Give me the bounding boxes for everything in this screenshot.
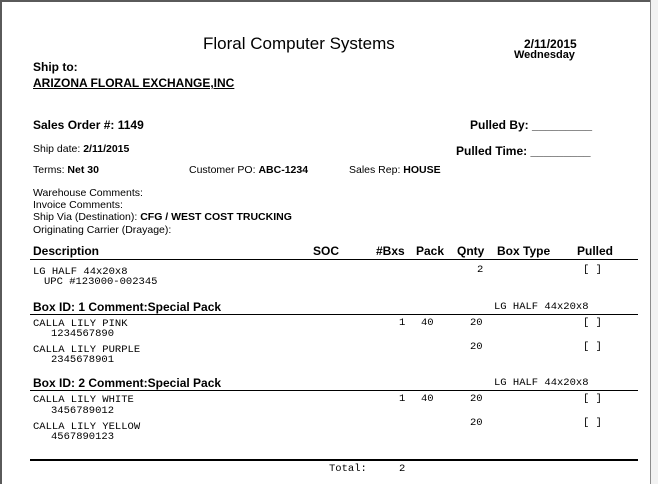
- pulled-by-line: _________: [532, 118, 593, 132]
- item-name: CALLA LILY YELLOW: [33, 421, 141, 433]
- sales-rep-value: HOUSE: [403, 164, 441, 176]
- sales-order-label: Sales Order #:: [33, 118, 115, 132]
- pulled-time-label: Pulled Time:: [456, 144, 528, 158]
- col-pulled: Pulled: [577, 244, 614, 258]
- ship-via: [33, 211, 292, 223]
- invoice-comments: Invoice Comments:: [33, 199, 123, 211]
- box-1-divider: [30, 314, 638, 315]
- ship-date-value: 2/11/2015: [83, 143, 130, 155]
- warehouse-comments: Warehouse Comments:: [33, 187, 143, 199]
- ship-via-value: CFG / WEST COST TRUCKING: [140, 211, 292, 223]
- item-name: CALLA LILY PURPLE: [33, 344, 141, 356]
- ship-date-label: Ship date:: [33, 143, 81, 155]
- col-soc: SOC: [313, 244, 340, 258]
- col-qnty: Qnty: [457, 244, 485, 258]
- col-bxs: #Bxs: [376, 244, 405, 258]
- summary-upc: UPC #123000-002345: [44, 276, 158, 288]
- item-pack: 40: [421, 317, 434, 329]
- company-title: Floral Computer Systems: [203, 34, 395, 53]
- item-bxs: 1: [399, 317, 406, 329]
- box-1-type: LG HALF 44x20x8: [494, 301, 589, 313]
- ship-via-label: Ship Via (Destination):: [33, 211, 138, 223]
- originating-carrier: Originating Carrier (Drayage):: [33, 224, 172, 236]
- terms: [33, 164, 99, 176]
- summary-qnty: 2: [477, 264, 484, 276]
- item-code: 1234567890: [51, 328, 115, 340]
- box-2-divider: [30, 390, 638, 391]
- item-pulled-checkbox[interactable]: [ ]: [583, 393, 602, 405]
- sales-rep-label: Sales Rep:: [349, 164, 401, 176]
- box-1-header: Box ID: 1 Comment:Special Pack: [33, 300, 222, 314]
- item-qnty: 20: [470, 341, 483, 353]
- item-pulled-checkbox[interactable]: [ ]: [583, 341, 602, 353]
- col-pack: Pack: [416, 244, 445, 258]
- col-description: Description: [33, 244, 100, 258]
- item-qnty: 20: [470, 417, 483, 429]
- customer-po-value: ABC-1234: [258, 164, 309, 176]
- window-top-border: [0, 0, 658, 2]
- customer-po-label: Customer PO:: [189, 164, 256, 176]
- sales-order: [33, 118, 144, 132]
- item-pack: 40: [421, 393, 434, 405]
- header-divider: [30, 259, 638, 260]
- summary-box-name: LG HALF 44x20x8: [33, 266, 128, 278]
- pulled-time-line: _________: [530, 144, 591, 158]
- col-box-type: Box Type: [497, 244, 551, 258]
- window-left-border: [0, 0, 2, 484]
- item-bxs: 1: [399, 393, 406, 405]
- item-name: CALLA LILY PINK: [33, 318, 128, 330]
- item-name: CALLA LILY WHITE: [33, 394, 134, 406]
- ship-date: [33, 143, 129, 155]
- summary-pulled-checkbox[interactable]: [ ]: [583, 264, 602, 276]
- pulled-by: [470, 118, 592, 132]
- report-weekday: Wednesday: [514, 49, 575, 61]
- total-divider: [30, 459, 638, 461]
- item-pulled-checkbox[interactable]: [ ]: [583, 317, 602, 329]
- item-qnty: 20: [470, 393, 483, 405]
- total-value: 2: [399, 463, 406, 475]
- sales-order-number: 1149: [117, 118, 144, 132]
- total-label: Total:: [329, 463, 367, 475]
- pulled-time: [456, 144, 591, 158]
- item-code: 4567890123: [51, 431, 115, 443]
- vertical-scrollbar[interactable]: [650, 0, 658, 484]
- box-2-type: LG HALF 44x20x8: [494, 377, 589, 389]
- customer-po: [189, 164, 308, 176]
- terms-value: Net 30: [67, 164, 99, 176]
- ship-to-label: Ship to:: [33, 60, 78, 74]
- pulled-by-label: Pulled By:: [470, 118, 529, 132]
- sales-rep: [349, 164, 441, 176]
- box-2-header: Box ID: 2 Comment:Special Pack: [33, 376, 222, 390]
- item-pulled-checkbox[interactable]: [ ]: [583, 417, 602, 429]
- item-code: 3456789012: [51, 405, 115, 417]
- ship-to-name: ARIZONA FLORAL EXCHANGE,INC: [33, 76, 235, 90]
- report-date: 2/11/2015: [524, 37, 577, 51]
- item-qnty: 20: [470, 317, 483, 329]
- item-code: 2345678901: [51, 354, 115, 366]
- terms-label: Terms:: [33, 164, 65, 176]
